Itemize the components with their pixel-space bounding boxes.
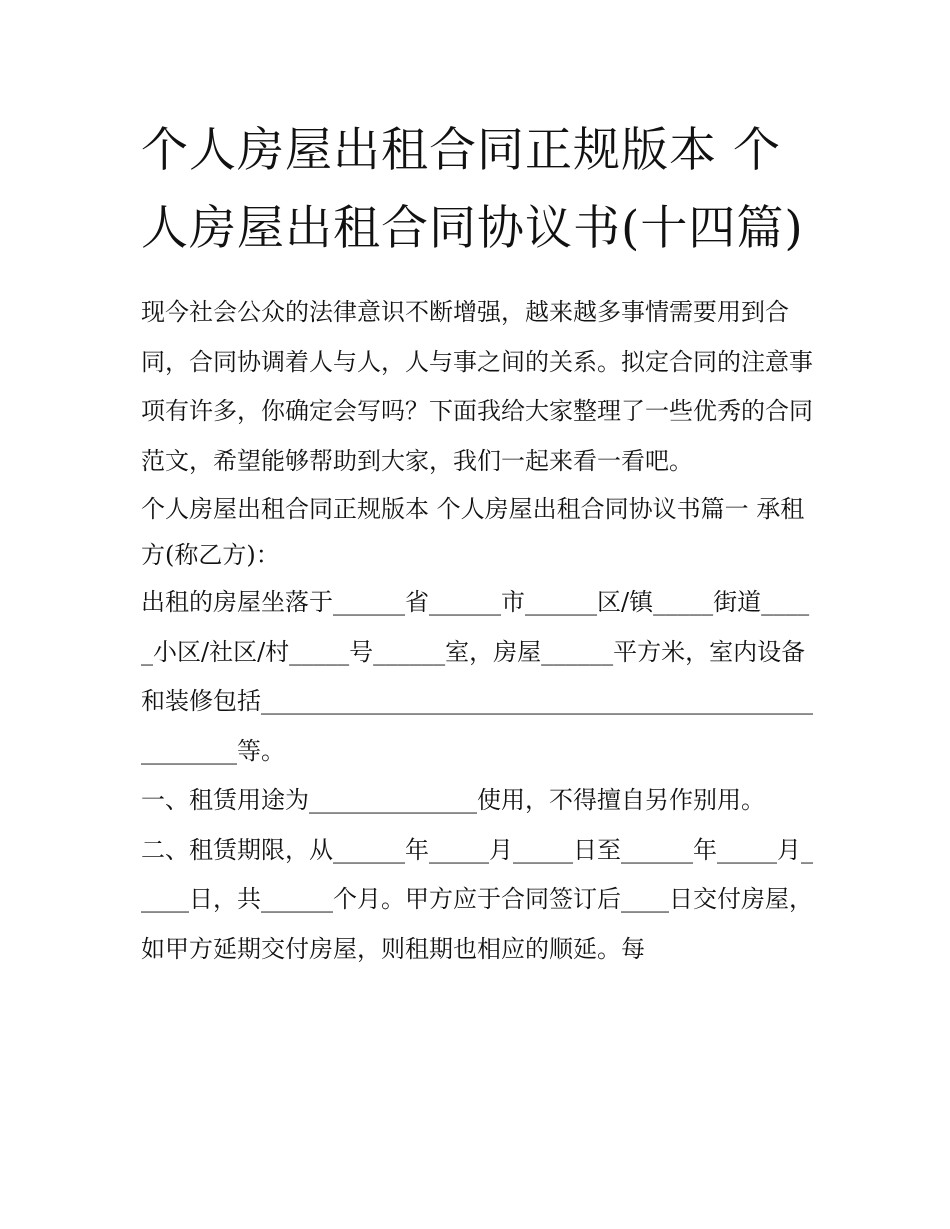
document-page xyxy=(141,112,816,974)
document-body xyxy=(141,288,816,974)
property-location-paragraph: 出租的房屋坐落于______省______市______区/镇_____街道_____小区/社区/村_____号______室，房屋______平方米，室内设备和装修包括______________________________________________________等。 xyxy=(141,588,813,765)
lease-purpose-clause: 一、租赁用途为______________使用，不得擅自另作别用。 xyxy=(141,786,765,814)
document-title: 个人房屋出租合同正规版本 个人房屋出租合同协议书(十四篇) xyxy=(141,123,804,256)
lease-term-clause: 二、租赁期限，从______年_____月_____日至______年_____月_____日，共______个月。甲方应于合同签订后____日交付房屋，如甲方延期交付房屋，则租期也相应的顺延。每 xyxy=(141,835,813,963)
section-heading-paragraph: 个人房屋出租合同正规版本 个人房屋出租合同协议书篇一 承租方(称乙方)： xyxy=(141,495,805,569)
intro-paragraph: 现今社会公众的法律意识不断增强，越来越多事情需要用到合同，合同协调着人与人，人与事之间的关系。拟定合同的注意事项有许多，你确定会写吗？下面我给大家整理了一些优秀的合同范文，希望能够帮助到大家，我们一起来看一看吧。 xyxy=(141,298,813,475)
